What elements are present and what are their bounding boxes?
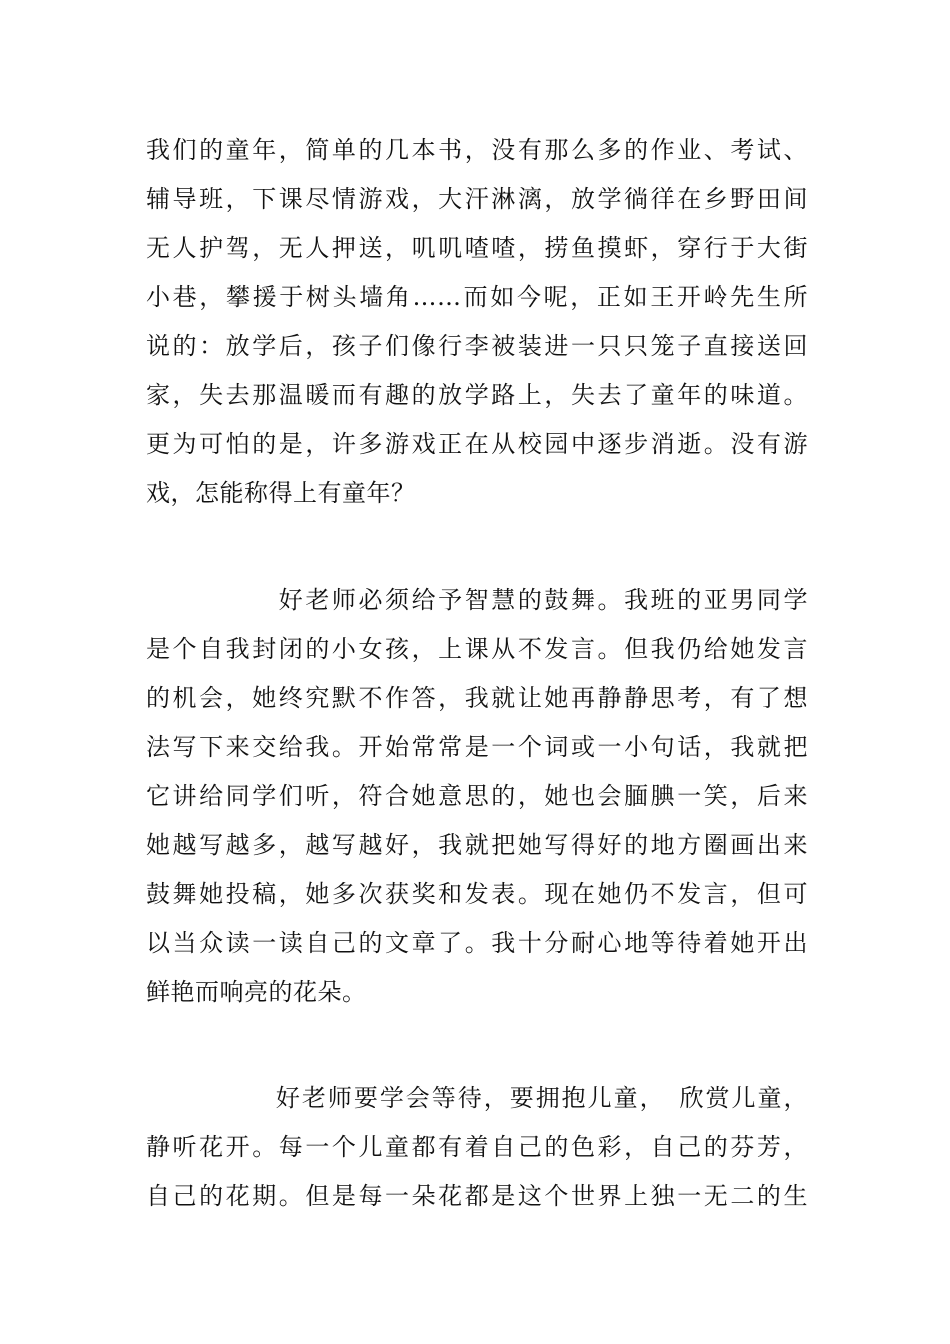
paragraph-encouragement bbox=[146, 576, 808, 1017]
text-line: 我们的童年，简单的几本书，没有那么多的作业、考试、 bbox=[146, 136, 808, 164]
text-line: 小巷，攀援于树头墙角……而如今呢，正如王开岭先生所 bbox=[146, 283, 808, 311]
text-line: 鲜艳而响亮的花朵。 bbox=[146, 978, 367, 1006]
text-line: 是个自我封闭的小女孩，上课从不发言。但我仍给她发言 bbox=[146, 635, 808, 663]
text-line: 自己的花期。但是每一朵花都是这个世界上独一无二的生 bbox=[146, 1182, 808, 1210]
text-line: 它讲给同学们听，符合她意思的，她也会腼腆一笑，后来 bbox=[146, 782, 808, 810]
text-line: 的机会，她终究默不作答，我就让她再静静思考，有了想 bbox=[146, 684, 808, 712]
text-line: 家，失去那温暖而有趣的放学路上，失去了童年的味道。 bbox=[146, 381, 808, 409]
text-line: 辅导班，下课尽情游戏，大汗淋漓，放学徜徉在乡野田间 bbox=[146, 185, 808, 213]
text-line: 好老师要学会等待，要拥抱儿童， 欣赏儿童， bbox=[146, 1084, 808, 1112]
text-line: 更为可怕的是，许多游戏正在从校园中逐步消逝。没有游 bbox=[146, 430, 808, 458]
text-line: 法写下来交给我。开始常常是一个词或一小句话，我就把 bbox=[146, 733, 808, 761]
paragraph-waiting bbox=[146, 1074, 808, 1221]
text-line: 好老师必须给予智慧的鼓舞。我班的亚男同学 bbox=[146, 586, 808, 614]
text-line: 以当众读一读自己的文章了。我十分耐心地等待着她开出 bbox=[146, 929, 808, 957]
text-line: 无人护驾，无人押送，叽叽喳喳，捞鱼摸虾，穿行于大街 bbox=[146, 234, 808, 262]
text-line: 说的：放学后，孩子们像行李被装进一只只笼子直接送回 bbox=[146, 332, 808, 360]
text-line: 她越写越多，越写越好，我就把她写得好的地方圈画出来 bbox=[146, 831, 808, 859]
paragraph-childhood bbox=[146, 126, 808, 518]
text-line: 静听花开。每一个儿童都有着自己的色彩，自己的芬芳， bbox=[146, 1133, 808, 1161]
text-line: 戏，怎能称得上有童年？ bbox=[146, 479, 416, 507]
text-line: 鼓舞她投稿，她多次获奖和发表。现在她仍不发言，但可 bbox=[146, 880, 808, 908]
